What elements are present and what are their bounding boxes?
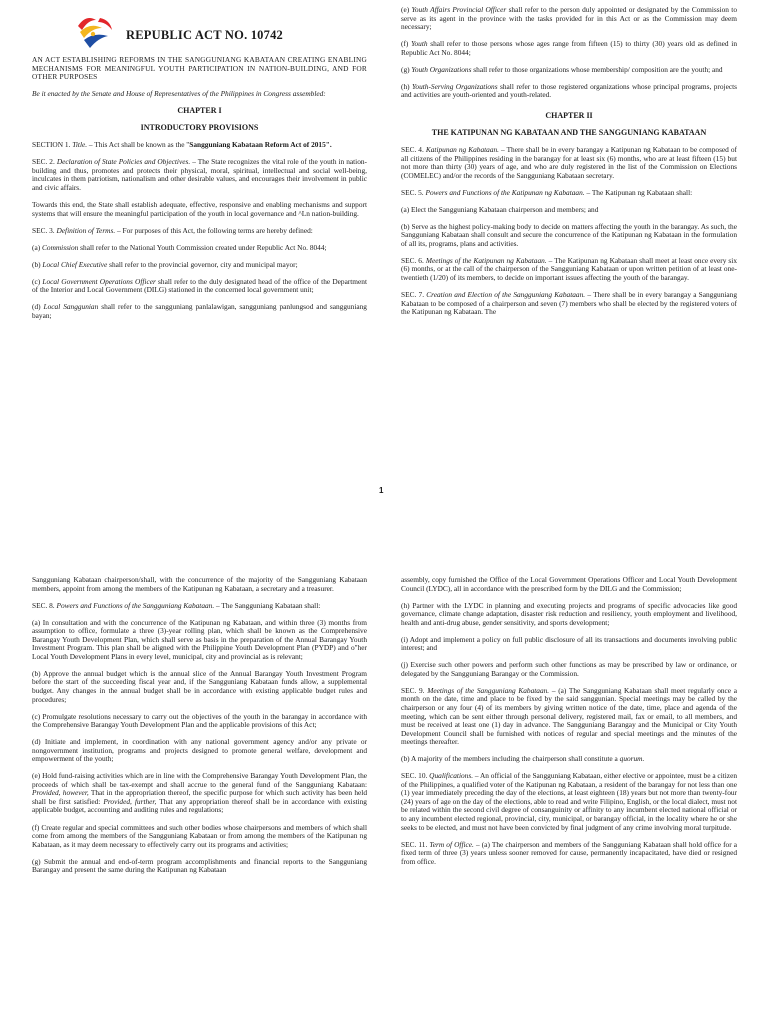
- section-8-item-c: (c) Promulgate resolutions necessary to carry out the objectives of the youth in the barangay in accordance with the Comprehensive Barangay Youth Development Plan and the applicable provisions of this Act;: [32, 711, 367, 730]
- section-6: SEC. 6. Meetings of the Katipunan ng Kabataan. – The Katipunan ng Kabataan shall meet at least once every six (6) months, or at the call of the chairperson of the Sangguniang Kabataan or upon written petition of at least one-twentieth (1/20) of its members, to decide on important issues affecting the youth of the barangay.: [401, 255, 737, 282]
- section-11: SEC. 11. Term of Office. – (a) The chairperson and members of the Sangguniang Kabataan shall hold office for a fixed term of three (3) years unless sooner removed for cause, permanently incapacitated, have died or resigned from office.: [401, 839, 737, 866]
- definition-c: (c) Local Government Operations Officer shall refer to the duly designated head of the office of the Department of the Interior and Local Government (DILG) stationed in the concerned local government unit;: [32, 276, 367, 295]
- section-8-item-e: (e) Hold fund-raising activities which are in line with the Comprehensive Barangay Youth Development Plan, the proceeds of which shall be tax-exempt and shall accrue to the general fund of the Sangguniang Kabataan: Provided, however, That in the appropriation thereof, the specific purpose for which such activity has been held shall be first satisfied: Provided, further, That any appropriation thereof shall be in accordance with existing applicable budget, accounting and auditing rules and regulations;: [32, 771, 367, 815]
- section-5-item-a: (a) Elect the Sangguniang Kabataan chairperson and members; and: [401, 204, 599, 214]
- ra-logo-icon: [72, 12, 116, 52]
- act-number-title: REPUBLIC ACT NO. 10742: [126, 27, 283, 42]
- document-page-2: [0, 570, 768, 1024]
- section-10: SEC. 10. Qualifications. – An official of the Sangguniang Kabataan, either elective or appointee, must be a citizen of the Philippines, a qualified voter of the Katipunan ng Kabataan, a resident of the barangay for not less than one (1) year immediately preceding the day of the elections, at least eighteen (18) years but not more than twenty-four (24) years of age on the day of the elections, able to read and write Filipino, English, or the local dialect, must not be related within the second civil degree of consanguinity or affinity to any incumbent elected national official or to any incumbent elected regional, provincial, city, municipal, or barangay official, in the locality where he or she seeks to be elected, and must not have been convicted by final judgment of any crime involving moral turpitude.: [401, 771, 737, 832]
- section-8-item-b: (b) Approve the annual budget which is the annual slice of the Annual Barangay Youth Investment Program before the start of the succeeding fiscal year and, if the Sangguniang Kabataan funds allow, a supplemental budget. Any changes in the annual budget shall be in accordance with existing applicable budget rules and procedures;: [32, 668, 367, 704]
- document-header: [72, 10, 283, 54]
- section-8-item-i: (i) Adopt and implement a policy on full public disclosure of all its transactions and documents involving public interest; and: [401, 634, 737, 653]
- chapter-title: INTRODUCTORY PROVISIONS: [140, 123, 259, 133]
- section-9-item-b: (b) A majority of the members including the chairperson shall constitute a quorum.: [401, 754, 645, 764]
- page2-right-column: [401, 576, 737, 875]
- page1-left-column: [32, 56, 367, 329]
- page1-right-column: [401, 6, 737, 325]
- section-7-continued: Sangguniang Kabataan chairperson/shall, with the concurrence of the majority of the Sangguniang Kabataan members, appoint from among the members of the Katipunan ng Kabataan, a secretary and a treasurer.: [32, 575, 367, 593]
- section-5-item-b: (b) Serve as the highest policy-making body to decide on matters affecting the youth in the barangay. As such, the Sangguniang Kabataan shall consult and secure the concurrence of the Katipunan ng Kabataan in the formulation of all its, programs, plans and activities.: [401, 221, 737, 248]
- definition-b: (b) Local Chief Executive shall refer to the provincial governor, city and municipal mayor;: [32, 259, 298, 269]
- section-3: SEC. 3. Definition of Terms. – For purposes of this Act, the following terms are hereby defined:: [32, 225, 313, 235]
- definition-g: (g) Youth Organizations shall refer to those organizations whose membership/ composition are the youth; and: [401, 64, 723, 74]
- section-4: SEC. 4. Katipunan ng Kabataan. – There shall be in every barangay a Katipunan ng Kabataan to be composed of all citizens of the Philippines residing in the barangay for at least six (6) months, who are at least fifteen (15) but not more than thirty (30) years of age, and who are duly registered in the list of the Commission on Elections (COMELEC) and/or the records of the Sangguniang Kabataan secretary.: [401, 144, 737, 180]
- act-title: AN ACT ESTABLISHING REFORMS IN THE SANGGUNIANG KABATAAN CREATING ENABLING MECHANISMS FOR MEANINGFUL YOUTH PARTICIPATION IN NATION-BUILDING, AND FOR OTHER PURPOSES: [32, 55, 367, 82]
- section-2: SEC. 2. Declaration of State Policies and Objectives. – The State recognizes the vital role of the youth in nation-building and thus, promotes and protects their physical, moral, spiritual, intellectual and social well-being, inculcates in them patriotism, nationalism and other desirable values, and encourages their involvement in public and civic affairs.: [32, 157, 367, 192]
- definition-h: (h) Youth-Serving Organizations shall refer to those registered organizations whose principal programs, projects and activities are youth-oriented and youth-related.: [401, 81, 737, 100]
- definition-a: (a) Commission shall refer to the National Youth Commission created under Republic Act No. 8044;: [32, 242, 327, 252]
- section-8-item-d: (d) Initiate and implement, in coordination with any national government agency and/or any private or nongovernment institution, programs and projects designed to promote general welfare, development and empowerment of the youth;: [32, 737, 367, 764]
- section-8-continued: assembly, copy furnished the Office of the Local Government Operations Officer and Local Youth Development Council (LYDC), all in accordance with the prescribed form by the DILG and the Commission;: [401, 575, 737, 593]
- section-8-item-j: (j) Exercise such other powers and perform such other functions as may be prescribed by law or ordinance, or delegated by the Sangguniang Barangay or the Commission.: [401, 660, 737, 678]
- section-8-item-g: (g) Submit the annual and end-of-term program accomplishments and financial reports to the Sangguniang Barangay and present the same during the Katipunan ng Kabataan: [32, 856, 367, 875]
- page2-left-column: [32, 576, 367, 883]
- section-9: SEC. 9. Meetings of the Sangguniang Kabataan. – (a) The Sangguniang Kabataan shall meet regularly once a month on the date, time and place to be fixed by the said sanggunian. Special meetings may be called by the chairperson or any four (4) of its members by giving written notice of the date, time, place and agenda of the meeting, which can be sent either through personal delivery, registered mail, fax or email, to all members, and must be received at least one (1) day in advance. The Sangguniang Barangay and the Municipal or City Youth Development Council shall be furnished with notices of regular and special meetings and the minutes of the meetings thereafter.: [401, 685, 738, 747]
- chapter-title: THE KATIPUNAN NG KABATAAN AND THE SANGGUNIANG KABATAAN: [431, 127, 707, 137]
- page-gap: [0, 530, 768, 570]
- section-8-item-a: (a) In consultation and with the concurrence of the Katipunan ng Kabataan, and within three (3) months from assumption to office, formulate a three (3)-year rolling plan, which shall be known as the Comprehensive Barangay Youth Development Plan, which shall serve as basis in the preparation of the Annual Barangay Youth Investment Program. This plan shall be aligned with the Philippine Youth Development Plan (PYDP) and o"her Local Youth Development Plans in every level, municipal, city and provincial as is relevant;: [32, 617, 367, 661]
- section-5: SEC. 5. Powers and Functions of the Katipunan ng Kabataan. – The Katipunan ng Kabataan shall:: [401, 187, 693, 197]
- section-8: SEC. 8. Powers and Functions of the Sangguniang Kabataan. – The Sangguniang Kabataan shall:: [32, 600, 321, 610]
- page-number: 1: [379, 486, 384, 495]
- section-1: SECTION 1. Title. – This Act shall be known as the "Sangguniang Kabataan Reform Act of 2015".: [32, 140, 332, 150]
- section-7: SEC. 7. Creation and Election of the Sangguniang Kabataan. – There shall be in every barangay a Sangguniang Kabataan to be composed of a chairperson and seven (7) members who shall be elected by the registered voters of the Katipunan ng Kabataan. The: [401, 290, 738, 317]
- definition-d: (d) Local Sanggunian shall refer to the sangguniang panlalawigan, sangguniang panlungsod and sangguniang bayan;: [32, 302, 367, 320]
- chapter-heading: CHAPTER I: [177, 106, 222, 116]
- definition-e: (e) Youth Affairs Provincial Officer shall refer to the person duly appointed or designated by the Commission to serve as its agent in the province with the tasks provided for in this Act or as the Commission may deem necessary;: [401, 5, 737, 32]
- section-2-paragraph-2: Towards this end, the State shall establish adequate, effective, responsive and enabling mechanisms and support systems that will ensure the meaningful participation of the youth in local governance and ^Ln nation-building.: [32, 200, 367, 218]
- section-8-item-f: (f) Create regular and special committees and such other bodies whose chairpersons and members of which shall come from among the members of the Sangguniang Kabataan or from among the members of the Katipunan ng Kabataan, as it may deem necessary to effectively carry out its programs and activities;: [32, 822, 367, 849]
- chapter-heading: CHAPTER II: [545, 110, 593, 120]
- section-8-item-h: (h) Partner with the LYDC in planning and executing projects and programs of specific advocacies like good governance, climate change adaptation, disaster risk reduction and resiliency, youth employment and livelihood, health and anti-drug abuse, gender sensitivity, and sports development;: [401, 600, 737, 627]
- definition-f: (f) Youth shall refer to those persons whose ages range from fifteen (15) to thirty (30) years old as defined in Republic Act No. 8044;: [401, 39, 737, 57]
- enacting-clause: Be it enacted by the Senate and House of Representatives of the Philippines in Congress assembled:: [32, 89, 326, 99]
